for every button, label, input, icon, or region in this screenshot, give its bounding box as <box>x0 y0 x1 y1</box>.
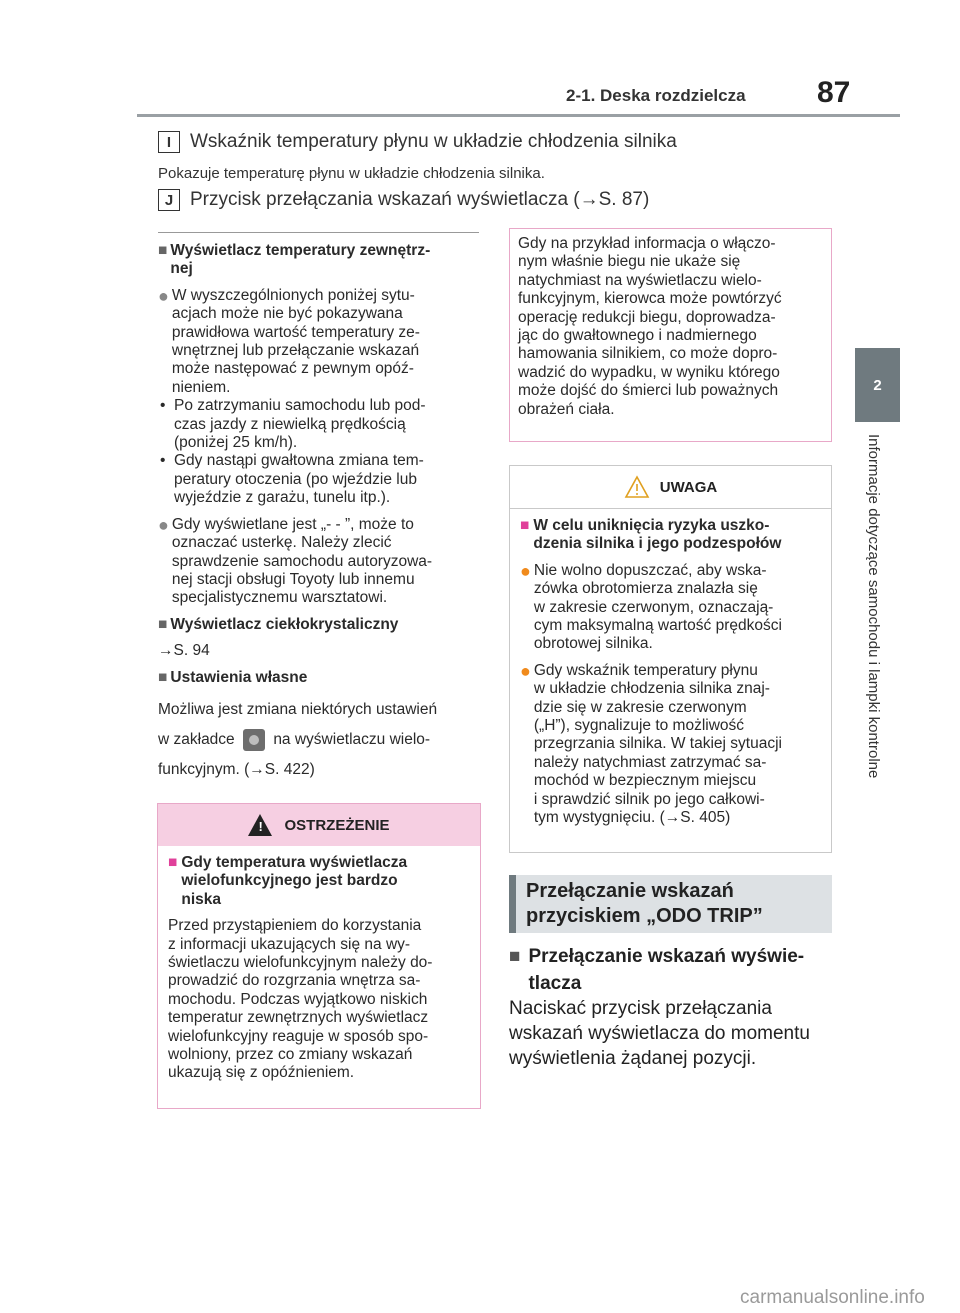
dot-bullet-icon: ● <box>520 560 531 581</box>
lcd-reference: →S. 94 <box>158 642 210 660</box>
key-label-j: J <box>158 189 180 211</box>
list-item: ● Nie wolno dopuszczać, aby wska- zówka obrotomierza znalazła się w zakresie czerwonym, oznaczają- cym maksymalną wartość prędkości obrotowej silnika. <box>520 560 782 653</box>
warning-box <box>157 803 481 1109</box>
item-j-text: Przycisk przełączania wskazań wyświetlacza (→S. 87) <box>190 189 650 210</box>
list-item: ● Gdy wskaźnik temperatury płynu w układzie chłodzenia silnika znaj- dzie się w zakresie czerwonym („H”), sygnalizuje to możliwość przegrzania silnika. W takiej sytuacji należy natychmiast zatrzymać sa- mochód w bezpiecznym miejscu i sprawdzić silnik po jego całkowi- tym wystygnięciu. (→S. 405) <box>520 660 782 827</box>
list-item: ● W wyszczególnionych poniżej sytu- acjach może nie być pokazywana prawidłowa wartość temperatury ze- wnętrznej lub przełączanie wskazań może następować z pewnym opóź- nieniem. <box>158 285 420 396</box>
heading-external-temp: ■ Wyświetlacz temperatury zewnętrz- nej <box>158 242 431 278</box>
warning-triangle-icon: ! <box>248 814 272 836</box>
warning-continuation-text: Gdy na przykład informacja o włączo- nym właśnie biegu nie ukaże się natychmiast na wyświetlaczu wielo- funkcyjnym, kierowca może powtórzyć operację redukcji biegu, doprowadza- jąc do gwałtownego i nadmiernego hamowania silnikiem, co może dopro- wadzić do wypadku, w wyniku którego może dojść do śmierci lub poważnych obrażeń ciała. <box>518 235 782 418</box>
caution-box <box>509 465 832 853</box>
dot-bullet-icon: ● <box>158 285 169 306</box>
square-bullet-icon: ■ <box>509 946 521 967</box>
heading-custom-settings: ■ Ustawienia własne <box>158 668 308 686</box>
chapter-tab: 2 <box>855 348 900 422</box>
list-item: ● Gdy wyświetlane jest „- - ”, może to oznaczać usterkę. Należy zlecić sprawdzenie samochodu autoryzowa- nej stacji obsługi Toyoty lub innemu specjalistycznemu warsztatowi. <box>158 514 433 607</box>
item-i-description: Pokazuje temperaturę płynu w układzie chłodzenia silnika. <box>158 165 545 182</box>
warning-text: Przed przystąpieniem do korzystania z informacji ukazujących się na wy- świetlaczu wielofunkcyjnym należy do- prowadzić do rozgrzania wnętrza sa- mochodu. Podczas wyjątkowo niskich temperatur zewnętrznych wyświetlacz wielofunkcyjny reaguje w sposób spo- wolniony, przez co zmiany wskazań ukazują się z opóźnieniem. <box>168 917 433 1082</box>
subheading-display-switching: ■ Przełączanie wskazań wyświe- tlacza <box>509 943 832 997</box>
chapter-side-label: Informacje dotyczące samochodu i lampki kontrolne <box>865 434 882 779</box>
section-body-text: Naciskać przycisk przełączania wskazań wyświetlacza do momentu wyświetlenia żądanej pozycji. <box>509 998 810 1069</box>
caution-triangle-icon <box>624 475 650 499</box>
square-bullet-icon: ■ <box>158 615 168 633</box>
square-bullet-icon: ■ <box>158 242 168 259</box>
heading-lcd: ■ Wyświetlacz ciekłokrystaliczny <box>158 615 399 633</box>
caution-subheading: ■ W celu uniknięcia ryzyka uszko- dzenia silnika i jego podzespołów <box>520 517 782 553</box>
square-bullet-icon: ■ <box>168 854 178 871</box>
watermark: carmanualsonline.info <box>740 1287 925 1308</box>
sub-list-item: • Po zatrzymaniu samochodu lub pod- czas jazdy z niewielką prędkością (poniżej 25 km/h). <box>160 397 426 452</box>
dot-bullet-icon: ● <box>520 660 531 681</box>
caution-body <box>510 509 831 828</box>
key-label-i: I <box>158 131 180 153</box>
settings-gear-icon <box>243 729 265 751</box>
item-i-text: Wskaźnik temperatury płynu w układzie chłodzenia silnika <box>190 131 677 152</box>
page-number: 87 <box>817 76 851 109</box>
square-bullet-icon: ■ <box>520 517 530 534</box>
section-title: 2-1. Deska rozdzielcza <box>566 86 746 105</box>
warning-continuation-box <box>509 228 832 442</box>
square-bullet-icon: ■ <box>158 668 168 686</box>
header-divider <box>137 114 900 117</box>
section-heading: Przełączanie wskazań przyciskiem „ODO TRIP” <box>509 875 832 933</box>
caution-header: UWAGA <box>510 466 831 509</box>
warning-header: ! OSTRZEŻENIE <box>158 804 480 846</box>
small-bullet-icon: • <box>160 397 166 415</box>
sub-list-item: • Gdy nastąpi gwałtowna zmiana tem- peratury otoczenia (po wjeździe lub wyjeździe z garażu, tunelu itp.). <box>160 452 424 507</box>
item-i <box>158 131 677 153</box>
item-j <box>158 189 649 211</box>
warning-body <box>158 846 480 1083</box>
dot-bullet-icon: ● <box>158 514 169 535</box>
small-bullet-icon: • <box>160 452 166 470</box>
warning-subheading: ■ Gdy temperatura wyświetlacza wielofunkcyjnego jest bardzo niska <box>168 854 408 908</box>
left-column <box>158 242 480 785</box>
custom-settings-text: Możliwa jest zmiana niektórych ustawień w zakładce na wyświetlaczu wielo- funkcyjnym. (→S. 422) <box>158 700 438 778</box>
column-top-divider <box>158 232 479 233</box>
